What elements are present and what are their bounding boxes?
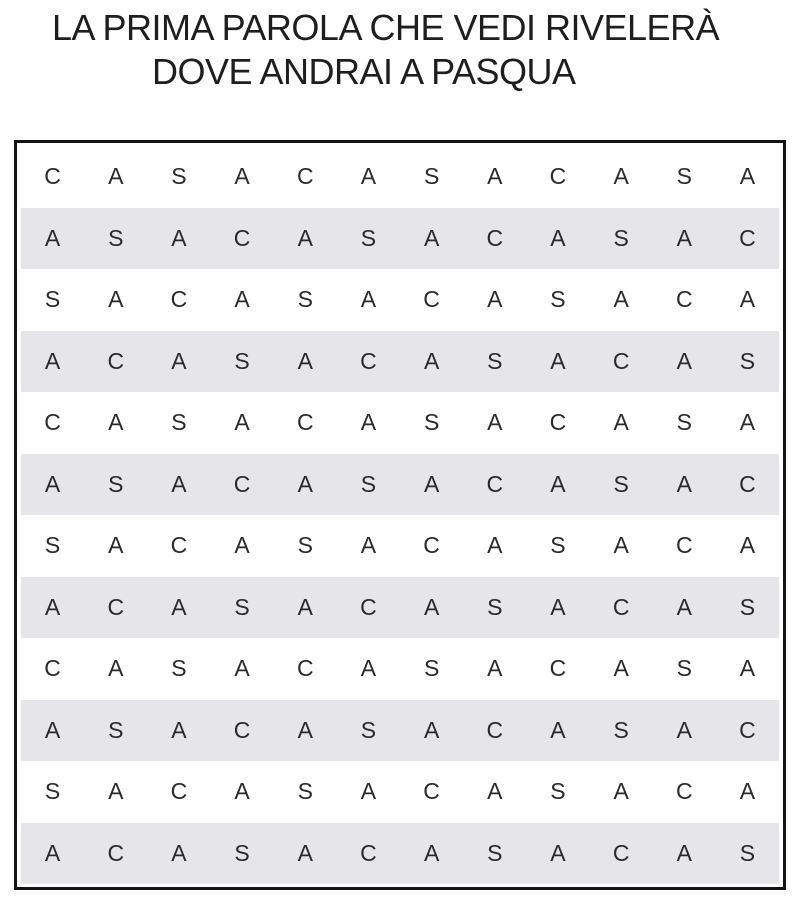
grid-letter: A [234, 778, 250, 805]
grid-letter: A [613, 778, 629, 805]
grid-letter: S [234, 593, 250, 620]
grid-letter: S [44, 778, 61, 805]
grid-letter: S [739, 839, 756, 866]
grid-letter: A [44, 839, 61, 866]
grid-row [21, 515, 779, 577]
grid-letter: A [550, 716, 566, 743]
grid-letter: A [487, 409, 503, 436]
grid-letter: A [676, 716, 692, 743]
grid-letter: A [676, 224, 692, 251]
grid-letter: A [297, 593, 313, 620]
grid-letter: A [108, 409, 124, 436]
grid-letter: A [108, 163, 124, 190]
grid-letter: S [613, 224, 629, 251]
grid-letter: A [613, 655, 629, 682]
grid-letter: C [486, 470, 504, 497]
grid-letter: C [486, 716, 504, 743]
grid-letter: A [108, 655, 124, 682]
grid-letter: S [297, 778, 313, 805]
grid-letter: C [360, 347, 377, 374]
grid-letter: S [108, 224, 124, 251]
grid-letter: A [613, 286, 629, 313]
grid-letter: S [487, 593, 503, 620]
grid-letter: S [171, 163, 187, 190]
grid-letter: C [44, 409, 61, 436]
grid-letter: S [613, 716, 629, 743]
grid-letter: A [423, 593, 440, 620]
grid-letter: S [108, 716, 124, 743]
grid-letter: S [739, 593, 756, 620]
grid-letter: C [107, 839, 125, 866]
grid-letter: A [739, 778, 756, 805]
grid-letter: A [676, 839, 692, 866]
grid-letter: C [423, 778, 440, 805]
grid-letter: S [613, 470, 629, 497]
grid-letter: A [171, 593, 187, 620]
grid-letter: S [676, 163, 692, 190]
letter-grid-frame [14, 140, 786, 890]
grid-letter: A [171, 470, 187, 497]
grid-letter: A [234, 163, 250, 190]
grid-letter: A [297, 347, 313, 374]
grid-letter: A [234, 286, 250, 313]
grid-letter: A [360, 532, 377, 559]
grid-letter: A [234, 409, 250, 436]
grid-letter: A [171, 224, 187, 251]
grid-letter: A [676, 470, 692, 497]
grid-letter: A [171, 347, 187, 374]
grid-letter: S [297, 532, 313, 559]
grid-letter: C [233, 470, 251, 497]
grid-letter: C [170, 778, 188, 805]
grid-letter: S [44, 286, 61, 313]
grid-letter: A [171, 716, 187, 743]
grid-letter: A [613, 532, 629, 559]
grid-letter: S [234, 347, 250, 374]
grid-letter: C [423, 532, 440, 559]
grid-letter: A [739, 163, 756, 190]
grid-letter: C [675, 532, 693, 559]
grid-letter: A [423, 224, 440, 251]
grid-letter: A [108, 778, 124, 805]
grid-letter: A [360, 163, 377, 190]
title-line-1: LA PRIMA PAROLA CHE VEDI RIVELERÀ [52, 7, 720, 48]
letter-grid [21, 146, 779, 884]
grid-letter: A [44, 224, 61, 251]
grid-letter: A [487, 163, 503, 190]
grid-letter: C [107, 593, 125, 620]
grid-row [21, 208, 779, 270]
grid-letter: A [44, 347, 61, 374]
grid-letter: S [676, 655, 692, 682]
grid-letter: S [360, 716, 377, 743]
grid-letter: A [297, 224, 313, 251]
grid-letter: A [360, 286, 377, 313]
puzzle-title [0, 6, 800, 94]
grid-letter: C [170, 532, 188, 559]
grid-letter: C [360, 593, 377, 620]
grid-letter: A [44, 716, 61, 743]
grid-letter: S [739, 347, 756, 374]
grid-letter: S [487, 839, 503, 866]
grid-letter: C [486, 224, 504, 251]
grid-letter: A [297, 839, 313, 866]
grid-letter: A [739, 286, 756, 313]
grid-row [21, 269, 779, 331]
grid-letter: S [360, 224, 377, 251]
grid-row [21, 577, 779, 639]
grid-letter: S [108, 470, 124, 497]
grid-letter: A [360, 409, 377, 436]
grid-letter: S [423, 655, 440, 682]
grid-letter: C [739, 716, 756, 743]
grid-letter: A [423, 839, 440, 866]
grid-letter: A [739, 532, 756, 559]
grid-letter: C [612, 593, 630, 620]
grid-letter: C [549, 163, 567, 190]
grid-letter: C [296, 163, 314, 190]
grid-letter: C [612, 839, 630, 866]
grid-letter: A [108, 286, 124, 313]
grid-letter: S [297, 286, 313, 313]
grid-letter: A [108, 532, 124, 559]
grid-letter: C [44, 163, 61, 190]
grid-letter: A [550, 347, 566, 374]
grid-letter: A [360, 655, 377, 682]
grid-letter: A [423, 716, 440, 743]
grid-letter: C [675, 778, 693, 805]
grid-letter: C [549, 655, 567, 682]
grid-letter: S [171, 655, 187, 682]
grid-letter: A [550, 470, 566, 497]
grid-letter: C [296, 409, 314, 436]
grid-letter: A [171, 839, 187, 866]
grid-letter: C [233, 716, 251, 743]
grid-letter: A [44, 470, 61, 497]
grid-letter: A [550, 839, 566, 866]
grid-letter: C [739, 470, 756, 497]
grid-letter: A [360, 778, 377, 805]
grid-letter: C [423, 286, 440, 313]
grid-letter: C [612, 347, 630, 374]
grid-row [21, 392, 779, 454]
grid-letter: A [487, 286, 503, 313]
grid-letter: S [44, 532, 61, 559]
grid-letter: A [423, 470, 440, 497]
grid-letter: A [234, 655, 250, 682]
grid-letter: C [675, 286, 693, 313]
grid-letter: C [107, 347, 125, 374]
grid-letter: S [487, 347, 503, 374]
grid-letter: C [233, 224, 251, 251]
grid-letter: S [676, 409, 692, 436]
grid-letter: S [550, 778, 566, 805]
grid-letter: S [360, 470, 377, 497]
grid-row [21, 700, 779, 762]
grid-letter: S [423, 409, 440, 436]
grid-letter: A [550, 593, 566, 620]
grid-letter: A [297, 716, 313, 743]
grid-letter: A [487, 532, 503, 559]
grid-letter: A [676, 347, 692, 374]
title-line-2: DOVE ANDRAI A PASQUA [152, 51, 576, 92]
grid-letter: A [739, 655, 756, 682]
grid-letter: A [739, 409, 756, 436]
grid-letter: C [170, 286, 188, 313]
grid-letter: S [550, 286, 566, 313]
grid-letter: A [613, 409, 629, 436]
grid-letter: A [487, 778, 503, 805]
grid-letter: C [360, 839, 377, 866]
grid-letter: A [550, 224, 566, 251]
grid-letter: A [676, 593, 692, 620]
grid-row [21, 454, 779, 516]
grid-letter: S [234, 839, 250, 866]
grid-letter: A [487, 655, 503, 682]
grid-letter: C [739, 224, 756, 251]
grid-letter: A [234, 532, 250, 559]
grid-letter: S [423, 163, 440, 190]
grid-letter: S [550, 532, 566, 559]
grid-row [21, 331, 779, 393]
grid-letter: A [423, 347, 440, 374]
grid-letter: C [549, 409, 567, 436]
grid-letter: A [44, 593, 61, 620]
grid-letter: A [297, 470, 313, 497]
grid-letter: S [171, 409, 187, 436]
grid-row [21, 638, 779, 700]
grid-row [21, 146, 779, 208]
grid-letter: A [613, 163, 629, 190]
grid-letter: C [44, 655, 61, 682]
grid-letter: C [296, 655, 314, 682]
grid-row [21, 761, 779, 823]
grid-row [21, 823, 779, 885]
